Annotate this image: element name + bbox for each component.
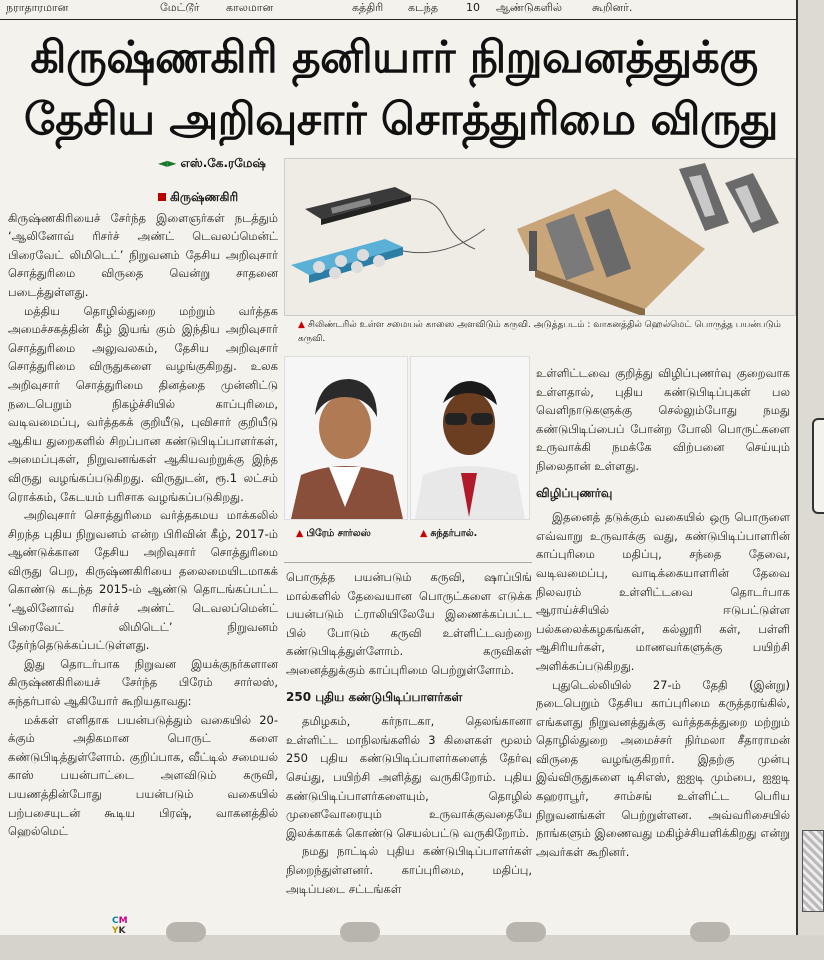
registration-mark <box>166 922 206 942</box>
paragraph: நமது நாட்டில் புதிய கண்டுபிடிப்பாளர்கள் நிறைந்துள்ளனர். காப்புரிமை, மதிப்பு, அடிப்படை சட்டங்கள் <box>286 844 532 896</box>
headline-line-1: கிருஷ்ணகிரி தனியார் நிறுவனத்துக்கு <box>30 32 758 83</box>
portrait-sundarpal <box>410 356 530 520</box>
paragraph: இதனைத் தடுக்கும் வகையில் ஒரு பொருளை எவ்வாறு உருவாக்கு வது, கண்டுபிடிப்பாளரின் காப்புரிமை மதிப்பு, சந்தை தேவை, வடிவமைப்பு, வாடிக்கையாளரின் தேவை நிலவரம் உள்ளிட்டவை தொடர்பாக ஆராய்ச்சியில் ஈடுபட்டுள்ள பல்கலைக்கழகங்கள், கல்லூரி கள், பள்ளி ஆசிரியர்கள், மாணவர்களுக்கு பயிற்சி அளிக்கப்படுகிறது. <box>536 510 790 673</box>
photo-caption-2: ▲ சுந்தர்பால். <box>420 528 478 539</box>
gas-meter-device-top <box>305 187 475 249</box>
product-images <box>284 158 796 316</box>
topline-word: நராதாரமான <box>6 1 69 14</box>
caption-triangle-icon: ▲ <box>298 320 305 330</box>
subheading: விழிப்புணர்வு <box>536 485 613 500</box>
portrait-1-icon <box>285 357 407 519</box>
helmet-holder-device <box>517 189 705 315</box>
topline-word: கூறினர். <box>592 1 633 14</box>
image-caption: ▲ சிலிண்டரில் உள்ள சமையல் காஸை அளவிடும் கருவி. அடுத்தபடம் : வாகனத்தில் ஹெல்மெட் பொருத்த பயன்படும் கருவி. <box>298 320 781 344</box>
topline-word: 10 <box>466 1 480 14</box>
paragraph: தமிழகம், கர்நாடகா, தெலங்கானா உள்ளிட்ட மாநிலங்களில் 3 கிளைகள் மூலம் 250 புதிய கண்டுபிடிப்பாளர்களைத் தேர்வு செய்து, பயிற்சி அளித்து வருகிறோம். புதிய கண்டுபிடிப்பாளர்களையும், தொழில் முனைவோரையும் உருவாக்குவதையே இலக்காகக் கொண்டு செயல்பட்டு வருகிறோம். <box>286 714 532 840</box>
border-ornament <box>802 830 824 912</box>
dateline-square-icon <box>158 193 166 201</box>
subheading: 250 புதிய கண்டுபிடிப்பாளர்கள் <box>286 689 463 704</box>
article-column-2 <box>286 568 532 898</box>
topline-word: கத்திரி <box>352 1 384 14</box>
byline <box>158 156 266 172</box>
product-illustrations <box>285 159 795 315</box>
topline-word: கடந்த <box>408 1 439 14</box>
topline-word: காலமான <box>226 1 274 14</box>
photo-caption-1: ▲ பிரேம் சார்லஸ் <box>296 528 371 539</box>
registration-mark <box>340 922 380 942</box>
paragraph: உள்ளிட்டவை குறித்து விழிப்புணர்வு குறைவாக உள்ளதால், புதிய கண்டுபிடிப்புகள் பல வெளிநாடுகளுக்கு செல்லும்போது நமது கண்டுபிடிப்பைப் போன்ற போலி பொருட்களை உருவாக்கி நமக்கே விற்பனை செய்யும் நிலைதான் உள்ளது. <box>536 366 790 473</box>
dateline: கிருஷ்ணகிரி <box>158 188 278 207</box>
page-tab <box>812 418 824 514</box>
paragraph: மக்கள் எளிதாக பயன்படுத்தும் வகையில் 20-க்கும் அதிகமான பொருட் களை கண்டுபிடித்துள்ளோம். குறிப்பாக, வீட்டில் சமையல் காஸ் பயன்பாட்டை அளவிடும் கருவி, பயணத்தின்போது பயன்படும் வகையில் பற்பசையுடன் கூடிய பிரஷ், வாகனத்தில் ஹெல்மெட் <box>8 712 278 839</box>
headline-line-2: தேசிய அறிவுசார் சொத்துரிமை விருது <box>24 94 778 145</box>
registration-mark <box>506 922 546 942</box>
divider <box>284 562 532 563</box>
paragraph: மத்திய தொழில்துறை மற்றும் வர்த்தக அமைச்சகத்தின் கீழ் இயங் கும் இந்திய அறிவுசார் சொத்துரிமை அலுவலகம், தேசிய அறிவுசார் சொத்துரிமை விருதுகளை வழங்குகிறது. உலக அறிவுசார் சொத்துரிமை தினத்தை முன்னிட்டு நடைபெறும் நிகழ்ச்சியில் காப்புரிமை, வடிவமைப்பு, வர்த்தகக் குறியீடு, புவிசார் குறியீடு ஆகிய துறைகளில் சிறப்பான கண்டுபிடிப்பாளர்கள், அமைப்புகள், நிறுவனங்கள் ஆகியவற்றுக்கு இந்த விருது வழங்கப்படுகிறது. விருதுடன், ரூ.1 லட்சம் ரொக்கம், கேடயம் பரிசாக வழங்கப்படுகிறது. <box>8 303 278 504</box>
portrait-2-icon <box>411 357 529 519</box>
cmyk-mark: CM YK <box>112 916 128 936</box>
topline-word: ஆண்டுகளில் <box>496 1 563 14</box>
registration-mark <box>690 922 730 942</box>
paragraph: அறிவுசார் சொத்துரிமை வர்த்தகமய மாக்கலில் சிறந்த புதிய நிறுவனம் என்ற பிரிவின் கீழ், 2017-ம் ஆண்டுக்கான தேசிய அறிவுசார் சொத்துரிமை விருது பெற, கிருஷ்ணகிரியை தலைமையிடமாகக் கொண்டு கடந்த 2015-ம் ஆண்டு தொடங்கப்பட்ட ‘ஆலினோவ் ரிசர்ச் அண்ட் டெவலப்மென்ட் பிரைவேட் லிமிடெட்’ நிறுவனம் தேர்ந்தெடுக்கப்பட்டுள்ளது. <box>8 508 278 653</box>
caption-triangle-icon: ▲ <box>296 528 304 539</box>
previous-story-tail <box>0 0 796 20</box>
topline-word: மேட்டூர் <box>160 1 200 14</box>
paragraph: கிருஷ்ணகிரியைச் சேர்ந்த இளைஞர்கள் நடத்தும் ‘ஆலினோவ் ரிசர்ச் அண்ட் டெவலப்மென்ட் பிரைவேட் லிமிடெட்’ நிறுவனம் தேசிய அறிவுசார் சொத்துரிமை விருதை வென்று சாதனை படைத்துள்ளது. <box>8 210 278 299</box>
paragraph: பொருத்த பயன்படும் கருவி, ஷாப்பிங் மால்களில் தேவையான பொருட்களை எடுக்க பயன்படும் ட்ராலியிலேயே இணைக்கப்பட்ட பில் போடும் கருவி உள்ளிட்டவற்றை கண்டுபிடித்துள்ளோம். கருவிகள் அனைத்துக்கும் காப்புரிமை பெற்றுள்ளோம். <box>286 570 532 677</box>
paragraph: புதுடெல்லியில் 27-ம் தேதி (இன்று) நடைபெறும் தேசிய காப்புரிமை கருத்தரங்கில், எங்களது நிறுவனத்துக்கு வர்த்தகத்துறை மற்றும் தொழில்துறை அமைச்சர் நிர்மலா சீதாராமன் விருதை வழங்குகிறார். இதற்கு முன்பு இவ்விருதுகளை டிசிஎஸ், ஐஐடி மும்பை, ஐஐடி கஹராபூர், சாம்சங் உள்ளிட்ட பெரிய நிறுவனங்கள் பெற்றுள்ளன. அவ்வரிசையில் நாங்களும் இணைவது மகிழ்ச்சியளிக்கிறது என்று அவர்கள் கூறினர். <box>536 677 790 859</box>
reporter-name: எஸ்.கே.ரமேஷ் <box>180 156 266 170</box>
gas-meter-device-stove <box>291 229 485 283</box>
byline-arrow-icon: ◄► <box>158 156 177 170</box>
paragraph: இது தொடர்பாக நிறுவன இயக்குநர்களான கிருஷ்ணகிரியைச் சேர்ந்த பிரேம் சார்லஸ், சுந்தர்பால் ஆகியோர் கூறியதாவது: <box>8 656 278 709</box>
helmet-holder-parts <box>679 163 779 233</box>
caption-triangle-icon: ▲ <box>420 528 428 539</box>
divider <box>0 19 796 20</box>
portrait-prem-charles <box>284 356 408 520</box>
article-column-3 <box>536 364 790 861</box>
article-column-1 <box>8 188 278 841</box>
